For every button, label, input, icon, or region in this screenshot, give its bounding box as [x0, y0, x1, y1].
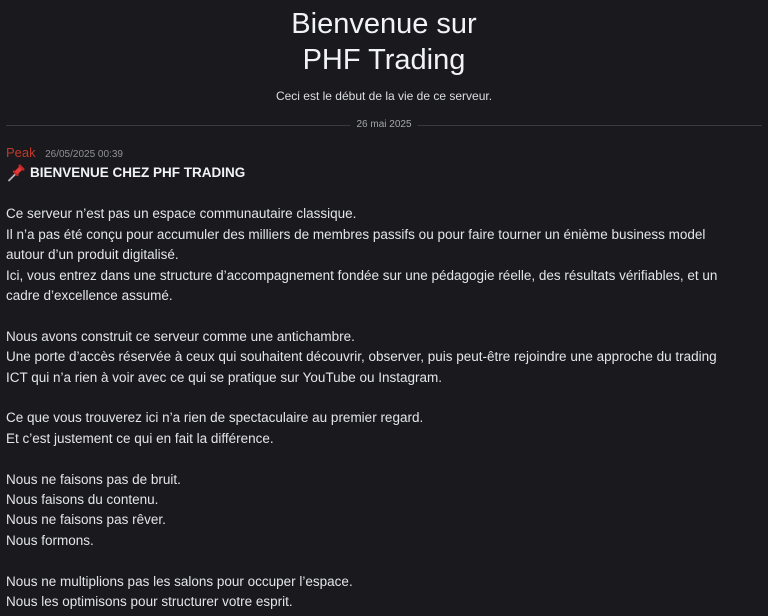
message	[6, 144, 758, 612]
message-line: Ce serveur n’est pas un espace communautaire classique.	[6, 206, 357, 222]
welcome-title-line2: PHF Trading	[302, 44, 466, 76]
welcome-title	[0, 0, 768, 78]
message-line: Il n’a pas été conçu pour accumuler des milliers de membres passifs ou pour faire tourner un énième business model	[6, 226, 706, 242]
message-paragraph-4	[6, 470, 758, 552]
welcome-title-line1: Bienvenue sur	[291, 8, 477, 40]
date-divider-label: 26 mai 2025	[350, 117, 417, 133]
message-line: Ici, vous entrez dans une structure d’accompagnement fondée sur une pédagogie réelle, des résultats vérifiables, et un	[6, 267, 718, 283]
message-line: ICT qui n’a rien à voir avec ce qui se pratique sur YouTube ou Instagram.	[6, 369, 443, 385]
message-line: Et c’est justement ce qui en fait la différence.	[6, 430, 274, 446]
message-line: Nous faisons du contenu.	[6, 492, 159, 508]
message-timestamp[interactable]: 26/05/2025 00:39	[45, 149, 123, 160]
message-line: Une porte d’accès réservée à ceux qui souhaitent découvrir, observer, puis peut-être rejoindre une approche du trading	[6, 349, 717, 365]
pushpin-icon	[6, 163, 26, 183]
message-paragraph-1	[6, 204, 758, 306]
message-line: Nous formons.	[6, 532, 94, 548]
message-header	[6, 144, 758, 162]
message-line: Nous avons construit ce serveur comme une antichambre.	[6, 328, 355, 344]
message-line: Ce que vous trouverez ici n’a rien de spectaculaire au premier regard.	[6, 410, 424, 426]
message-line: Nous les optimisons pour structurer votre esprit.	[6, 594, 293, 610]
message-paragraph-5	[6, 572, 758, 613]
welcome-subtitle: Ceci est le début de la vie de ce serveur.	[275, 89, 493, 103]
message-line: Nous ne faisons pas de bruit.	[6, 471, 181, 487]
message-author[interactable]: Peak	[6, 145, 36, 160]
message-headline: BIENVENUE CHEZ PHF TRADING	[30, 164, 246, 180]
message-paragraph-3	[6, 408, 758, 449]
date-divider	[6, 119, 762, 130]
message-headline-row	[6, 162, 758, 184]
message-line: autour d’un produit digitalisé.	[6, 247, 179, 263]
message-line: cadre d’excellence assumé.	[6, 288, 173, 304]
message-line: Nous ne faisons pas rêver.	[6, 512, 166, 528]
message-paragraph-2	[6, 327, 758, 388]
welcome-header	[0, 0, 768, 104]
message-line: Nous ne multiplions pas les salons pour occuper l’espace.	[6, 573, 353, 589]
